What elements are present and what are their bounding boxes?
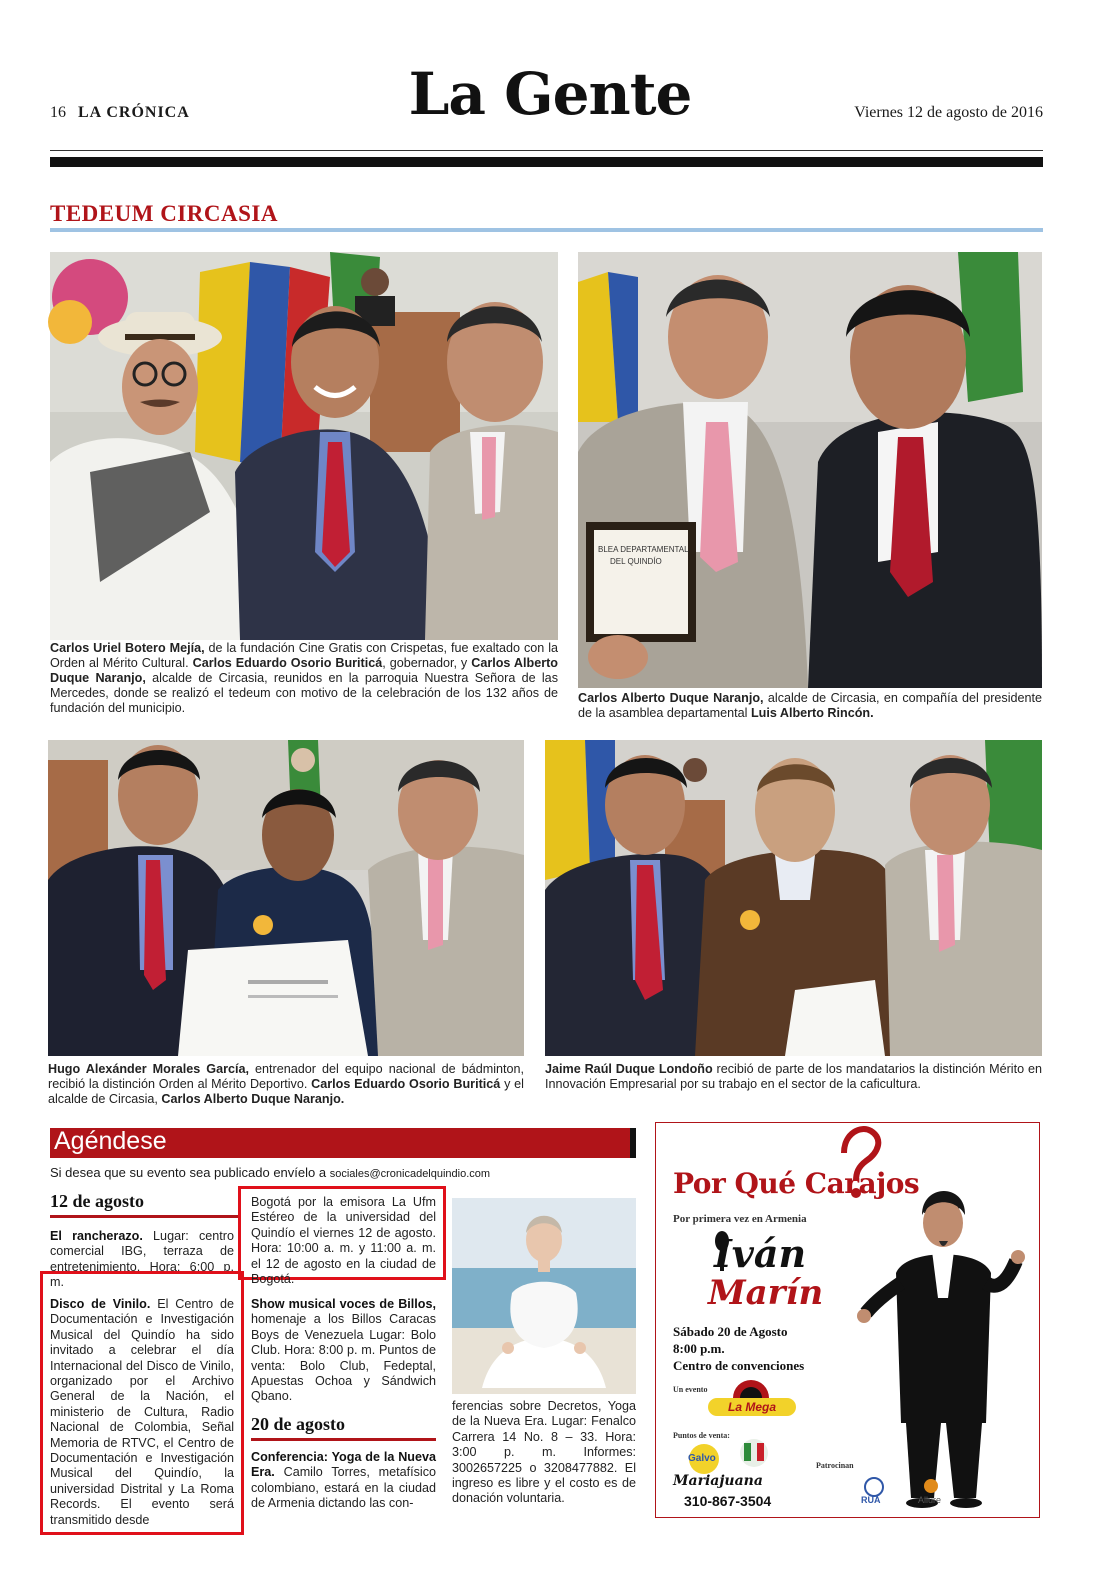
ad-logo-mariajuana: Mariajuana [673,1473,763,1489]
caption-name: Luis Alberto Rincón. [750,706,874,720]
ad-when-where [673,1323,804,1374]
caption-text: recibió de parte de los mandatarios la distinción Mérito en Innovación Empresarial por su trabajo en el sector de la caficultura. [545,1062,1042,1091]
issue-date: Viernes 12 de agosto de 2016 [854,104,1043,121]
photo-badminton-coach [48,740,524,1056]
caption-name: Carlos Alberto Duque Naranjo. [161,1092,345,1106]
ad-time: 8:00 p.m. [673,1341,725,1356]
caption-text: y el alcalde de Circasia, [48,1077,524,1106]
ad-logo-allure: Allure [918,1495,942,1505]
photo-innovation-award [545,740,1042,1056]
event-text: Camilo Torres, metafísico colombiano, estará en la ciudad de Armenia dictando las con- [251,1465,436,1511]
agenda-date-2-rule [251,1438,436,1441]
section-title: TEDEUM CIRCASIA [50,201,278,226]
ad-event-by: Un evento [673,1385,708,1394]
caption-name: Hugo Alexánder Morales García, [48,1062,250,1076]
agenda-email: sociales@cronicadelquindio.com [329,1168,491,1180]
event-text: El Centro de Documentación e Investigación Musical del Quindío ha sido invitado a celebrar el día Internacional del Disco de Vinilo, organizado por el Archivo General de la Nación, el ministerio de Cultura, Radio Nacional de Colombia, Señal Memoria de RTVC, el Centro de Documentación e Investigación Musical del Quindío, la universidad Distrital y La Roma Records. El evento será transmitido desde [50,1297,234,1527]
caption-name: Carlos Uriel Botero Mejía, [50,641,205,655]
caption-text: , gobernador, y [382,656,472,670]
event-text: homenaje a los Billos Caracas Boys de Venezuela Lugar: Bolo Club. Hora: 8:00 p. m. Puntos de venta: Bolo Club, Fedeptal, Apuestas Ochoa y Sándwich Qbano. [251,1312,436,1404]
ad-date: Sábado 20 de Agosto [673,1324,788,1339]
caption-text: entrenador del equipo nacional de bádminton, recibió la distinción Orden al Mérito Deportivo. [48,1062,524,1091]
agenda-subtitle-text: Si desea que su evento sea publicado envíelo a [50,1165,330,1180]
ad-artist-last: Marín [708,1273,824,1313]
event-title: El rancherazo. [50,1229,143,1243]
agenda-title: Agéndese [54,1127,167,1155]
advertisement-show [655,1122,1040,1518]
agenda-subtitle [50,1165,490,1180]
caption-text: alcalde de Circasia, reunidos en la parroquia Nuestra Señora de las Mercedes, donde se realizó el tedeum con motivo de la celebración de los 132 años de fundación del municipio. [50,671,558,715]
header-rule-thin [50,150,1043,151]
event-yoga-conference [251,1450,436,1512]
event-continuation-bogota: Bogotá por la emisora La Ufm Estéreo de la universidad del Quindío el viernes 12 de agosto. Hora: 10:00 a. m. y 11:00 a. m. el 12 de agosto en la ciudad de Bogotá. [251,1195,436,1287]
ad-subtitle: Por primera vez en Armenia [673,1213,807,1225]
caption-text: alcalde de Circasia, en compañía del presidente de la asamblea departamental [578,691,1043,720]
ad-logo-rua: RUA [861,1495,881,1505]
newspaper-name: LA CRÓNICA [78,104,190,121]
event-text: Lugar: centro comercial IBG, terraza de entretenimiento. Hora: 6:00 p. m. [50,1229,234,1290]
caption-photo-1 [50,641,558,716]
ad-venue: Centro de convenciones [673,1358,805,1373]
event-title: Show musical voces de Billos, [251,1297,436,1311]
event-rancherazo [50,1229,234,1290]
caption-name: Carlos Eduardo Osorio Buriticá [192,656,383,670]
caption-name: Carlos Eduardo Osorio Buriticá [311,1077,501,1091]
section-masthead: La Gente [408,60,692,128]
caption-text: de la fundación Cine Gratis con Crispetas, fue exaltado con la Orden al Mérito Cultural. [50,641,558,670]
caption-photo-2 [578,691,1042,721]
agenda-date-2: 20 de agosto [251,1414,345,1434]
agenda-date-1: 12 de agosto [50,1191,144,1211]
caption-name: Carlos Alberto Duque Naranjo, [578,691,764,705]
caption-photo-3 [48,1062,524,1107]
page-number: 16 [50,104,66,121]
photo-yoga-woman [452,1198,636,1394]
event-yoga-continuation: ferencias sobre Decretos, Yoga de la Nueva Era. Lugar: Fenalco Carrera 14 No. 8 – 33. Hora: 3:00 p. m. Informes: 3002657225 o 3208477882. El ingreso es libre y el costo es de donación voluntaria. [452,1399,636,1506]
photo-mayor-and-president [578,252,1042,688]
agenda-bar-endcap [630,1128,636,1158]
ad-phone: 310-867-3504 [684,1493,772,1509]
ad-logo-galvo: Galvo [688,1453,716,1464]
plaque-line-2: DEL QUINDÍO [610,557,662,566]
photo-tedeum-three-men [50,252,558,640]
event-title: Disco de Vinilo. [50,1297,151,1311]
event-show-billos [251,1297,436,1405]
plaque [586,522,696,642]
event-disco-de-vinilo [50,1297,234,1528]
caption-name: Jaime Raúl Duque Londoño [545,1062,713,1076]
ad-sponsors-label: Patrocinan [816,1461,854,1470]
section-underline [50,228,1043,232]
agenda-date-1-rule [50,1215,238,1218]
plaque-line-1: BLEA DEPARTAMENTAL [598,545,689,554]
caption-name: Carlos Alberto Duque Naranjo, [50,656,558,685]
ad-artist-first: Iván [714,1231,807,1276]
ad-title: Por Qué Carajos [673,1167,920,1200]
event-title: Conferencia: Yoga de la Nueva Era. [251,1450,436,1480]
ad-radio-logo: La Mega [708,1398,796,1416]
ad-sales-points: Puntos de venta: [673,1431,730,1440]
caption-photo-4 [545,1062,1042,1092]
header-rule-thick [50,157,1043,167]
